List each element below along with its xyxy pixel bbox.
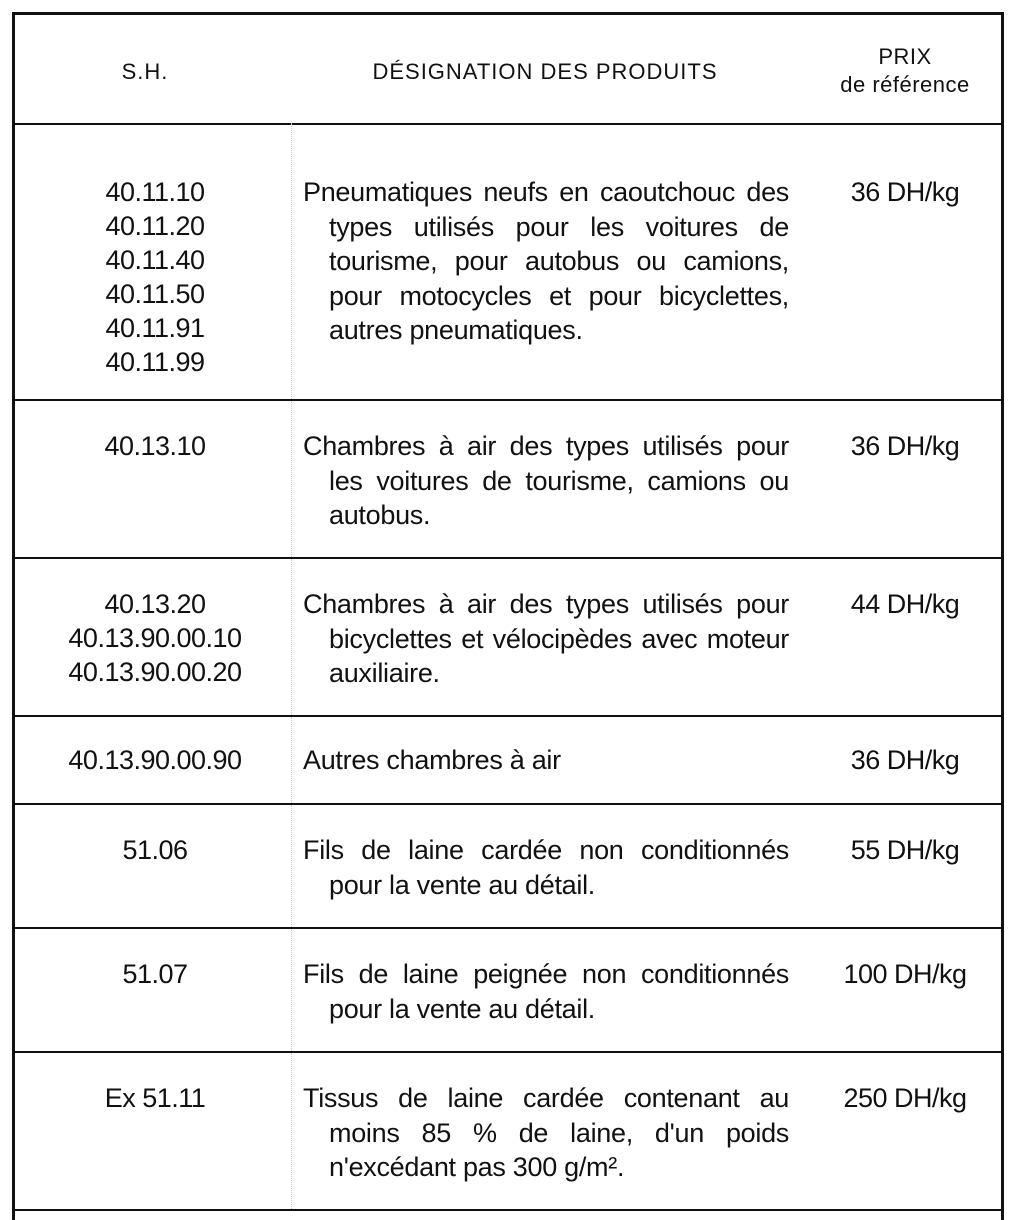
row-price: 36 DH/kg bbox=[850, 177, 960, 207]
table-row bbox=[15, 123, 1001, 401]
row-designation: Chambres à air des types utilisés pour les voitures de tourisme, camions ou autobus. bbox=[303, 431, 789, 530]
column-divider bbox=[291, 1053, 292, 1209]
column-divider bbox=[291, 401, 292, 557]
code: 40.13.90.00.10 bbox=[68, 623, 242, 653]
code: 40.11.99 bbox=[105, 347, 205, 377]
row-codes bbox=[45, 587, 265, 689]
table-row bbox=[15, 717, 1001, 805]
code: 51.07 bbox=[122, 959, 188, 989]
code: 40.11.10 bbox=[105, 177, 205, 207]
row-price: 100 DH/kg bbox=[843, 959, 967, 989]
row-designation: Chambres à air des types utilisés pour bicyclettes et vélocipèdes avec moteur auxiliaire. bbox=[303, 589, 789, 688]
column-divider bbox=[291, 123, 292, 399]
row-codes bbox=[45, 429, 265, 463]
row-codes bbox=[45, 743, 265, 777]
code: 40.13.90.00.90 bbox=[68, 745, 242, 775]
reference-price-table bbox=[12, 12, 1004, 1220]
row-price: 250 DH/kg bbox=[843, 1083, 967, 1113]
header-designation: DÉSIGNATION DES PRODUITS bbox=[372, 59, 718, 84]
row-designation: Fils de laine peignée non conditionnés pour la vente au détail. bbox=[303, 959, 789, 1024]
table-row bbox=[15, 805, 1001, 929]
row-designation: Tissus de laine cardée contenant au moins 85 % de laine, d'un poids n'excédant pas 300 g/m². bbox=[303, 1083, 789, 1182]
header-price-line2: de référence bbox=[840, 72, 970, 97]
column-divider bbox=[291, 717, 292, 803]
row-designation: Fils de laine cardée non conditionnés pour la vente au détail. bbox=[303, 835, 789, 900]
header-code: S.H. bbox=[121, 59, 169, 84]
row-codes bbox=[45, 957, 265, 991]
code: 51.06 bbox=[122, 835, 188, 865]
row-codes bbox=[45, 175, 265, 379]
header-price bbox=[805, 43, 1005, 99]
table-row bbox=[15, 559, 1001, 717]
code: 40.11.91 bbox=[105, 313, 205, 343]
table-row bbox=[15, 401, 1001, 559]
code: 40.11.20 bbox=[105, 211, 205, 241]
row-designation: Pneumatiques neufs en caoutchouc des types utilisés pour les voitures de tourisme, pour autobus ou camions, pour motocycles et pour bicyclettes, autres pneumatiques. bbox=[303, 177, 789, 345]
row-designation: Autres chambres à air bbox=[303, 745, 561, 775]
row-price: 36 DH/kg bbox=[850, 431, 960, 461]
code: 40.13.20 bbox=[104, 589, 206, 619]
table-row bbox=[15, 929, 1001, 1053]
code: 40.13.90.00.20 bbox=[68, 657, 242, 687]
code: 40.13.10 bbox=[104, 431, 206, 461]
code: 40.11.50 bbox=[105, 279, 205, 309]
column-divider bbox=[291, 929, 292, 1051]
table-row bbox=[15, 1053, 1001, 1211]
code: Ex 51.11 bbox=[104, 1083, 206, 1113]
table-header bbox=[15, 15, 1001, 125]
column-divider bbox=[291, 559, 292, 715]
row-codes bbox=[45, 1081, 265, 1115]
row-price: 55 DH/kg bbox=[850, 835, 960, 865]
code: 40.11.40 bbox=[105, 245, 205, 275]
row-price: 36 DH/kg bbox=[850, 745, 960, 775]
row-price: 44 DH/kg bbox=[850, 589, 960, 619]
column-divider bbox=[291, 805, 292, 927]
header-price-line1: PRIX bbox=[878, 44, 932, 69]
row-codes bbox=[45, 833, 265, 867]
